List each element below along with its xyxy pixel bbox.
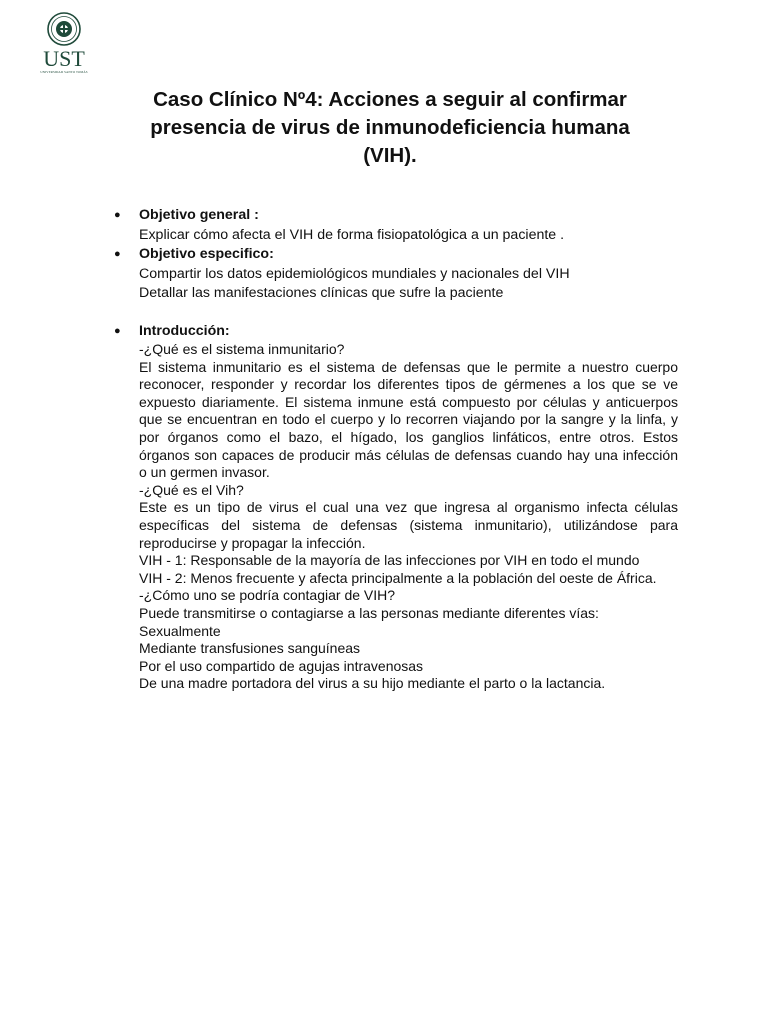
objetivo-general-heading: ● Objetivo general :	[114, 206, 678, 226]
via-item: De una madre portadora del virus a su hijo mediante el parto o la lactancia.	[139, 675, 606, 692]
university-seal-icon	[47, 12, 81, 46]
introduccion-body	[114, 341, 678, 693]
objetivo-especifico-item: Compartir los datos epidemiológicos mundiales y nacionales del VIH	[139, 265, 570, 282]
title-line-1: Caso Clínico Nº4: Acciones a seguir al confirmar	[153, 88, 627, 111]
question-sistema-inmunitario: -¿Qué es el sistema inmunitario?	[139, 341, 345, 357]
logo-subtitle: UNIVERSIDAD SANTO TOMÁS	[40, 70, 88, 74]
question-que-es-vih: -¿Qué es el Vih?	[139, 481, 244, 498]
paragraph-que-es-vih: Este es un tipo de virus el cual una vez que ingresa al organismo infecta células específicas del sistema de defensas (sistema inmunitario), utilizándose para reproducirse y propagar la infección.	[139, 499, 678, 551]
vih-1-line: VIH - 1: Responsable de la mayoría de las infecciones por VIH en todo el mundo	[139, 552, 640, 569]
document-body	[114, 206, 678, 693]
document-title	[100, 86, 680, 170]
title-line-3: (VIH).	[363, 144, 417, 167]
objetivo-especifico-heading: ● Objetivo especifico:	[114, 245, 678, 265]
university-logo	[36, 12, 92, 74]
introduccion-heading: ● Introducción:	[114, 322, 678, 342]
via-item: Mediante transfusiones sanguíneas	[139, 640, 361, 657]
objetivo-especifico-item: Detallar las manifestaciones clínicas que sufre la paciente	[139, 285, 504, 301]
objetivo-general-text: Explicar cómo afecta el VIH de forma fisiopatológica a un paciente .	[139, 226, 565, 243]
paragraph-sistema-inmunitario: El sistema inmunitario es el sistema de defensas que le permite a nuestro cuerpo reconocer, responder y recordar los diferentes tipos de gérmenes a los que se ve expuesto diariamente. El sistema inmune está compuesto por células y anticuerpos que se encuentran en todo el cuerpo y lo recorren viajando por la sangre y la linfa, y por órganos como el bazo, el hígado, los ganglios linfáticos, entre otros. Estos órganos son capaces de producir más células de defensas cuando hay una infección o un germen invasor.	[139, 358, 678, 481]
via-item: Sexualmente	[139, 622, 221, 639]
vih-2-line: VIH - 2: Menos frecuente y afecta principalmente a la población del oeste de África.	[139, 569, 657, 586]
title-line-2: presencia de virus de inmunodeficiencia humana	[150, 116, 630, 139]
paragraph-vias: Puede transmitirse o contagiarse a las personas mediante diferentes vías:	[139, 604, 599, 621]
via-item: Por el uso compartido de agujas intravenosas	[139, 657, 424, 674]
logo-letters: UST	[43, 46, 85, 71]
question-contagio: -¿Cómo uno se podría contagiar de VIH?	[139, 587, 396, 604]
